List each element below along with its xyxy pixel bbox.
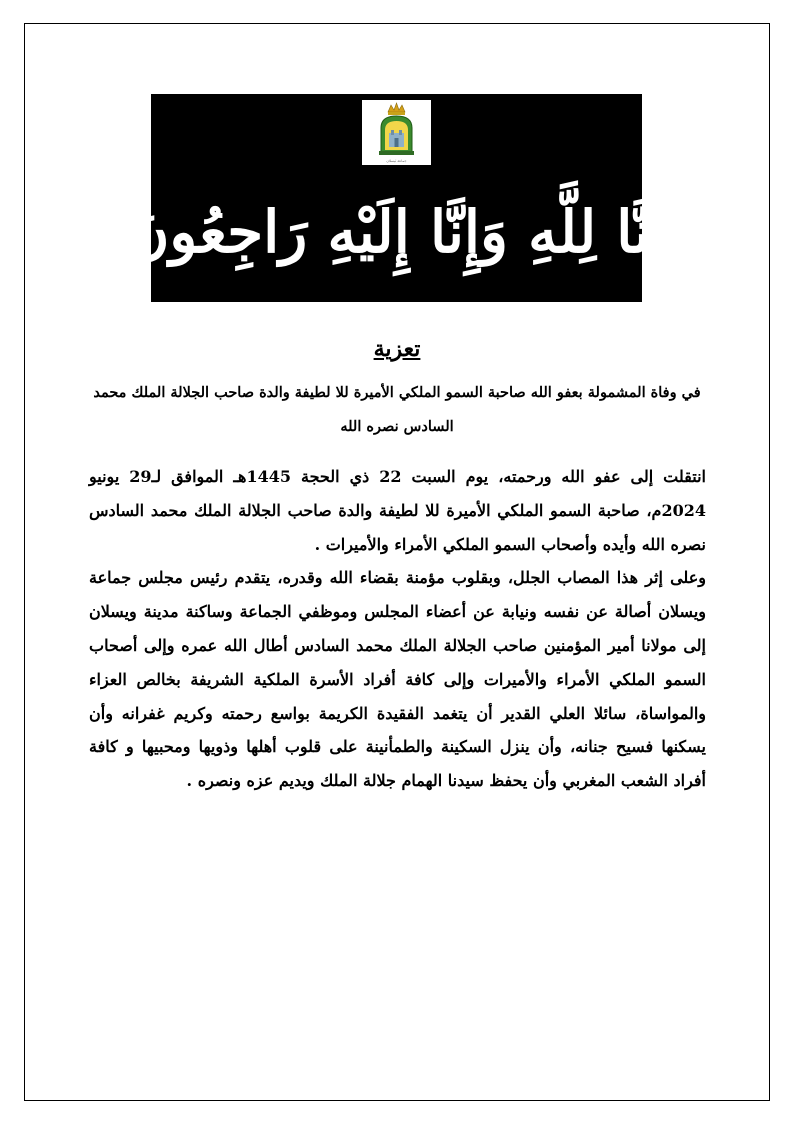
- paragraph-condolences: وعلى إثر هذا المصاب الجلل، وبقلوب مؤمنة بقضاء الله وقدره، يتقدم رئيس مجلس جماعة ويسلان أصالة عن نفسه ونيابة عن أعضاء المجلس وموظفي الجماعة وساكنة مدينة ويسلان إلى مولانا أمير المؤمنين صاحب الجلالة الملك محمد السادس أطال الله عمره وإلى أصحاب السمو الملكي الأمراء والأميرات وإلى كافة أفراد الأسرة الملكية الشريفة بخالص العزاء والمواساة، سائلا العلي القدير أن يتغمد الفقيدة الكريمة بواسع رحمته وكريم غفرانه وأن يسكنها فسيح جنانه، وأن ينزل السكينة والطمأنينة على قلوب أهلها وذويها ومحبيها و كافة أفراد الشعب المغربي وأن يحفظ سيدنا الهمام جلالة الملك ويديم عزه ونصره .: [89, 568, 707, 791]
- quran-verse-calligraphy: إِنَّا لِلَّهِ وَإِنَّا إِلَيْهِ رَاجِعُونَ: [126, 198, 667, 266]
- emblem-caption: جماعة ٽيسلان: [386, 159, 407, 163]
- condolence-body: [89, 460, 706, 798]
- crown-arch-icon: [362, 100, 431, 158]
- municipality-emblem: [362, 100, 431, 165]
- subtitle: في وفاة المشمولة بعفو الله صاحبة السمو الملكي الأميرة للا لطيفة والدة صاحب الجلالة الملك محمد السادس نصره الله: [93, 384, 701, 435]
- paragraph-announcement: انتقلت إلى عفو الله ورحمته، يوم السبت 22 ذي الحجة 1445هـ الموافق لـ29 يونيو 2024م، صاحبة السمو الملكي الأميرة للا لطيفة والدة صاحب الجلالة الملك محمد السادس نصره الله وأيده وأصحاب السمو الملكي الأمراء والأميرات .: [89, 467, 706, 554]
- condolence-banner: [126, 94, 667, 302]
- page-title: تعزية: [373, 336, 421, 362]
